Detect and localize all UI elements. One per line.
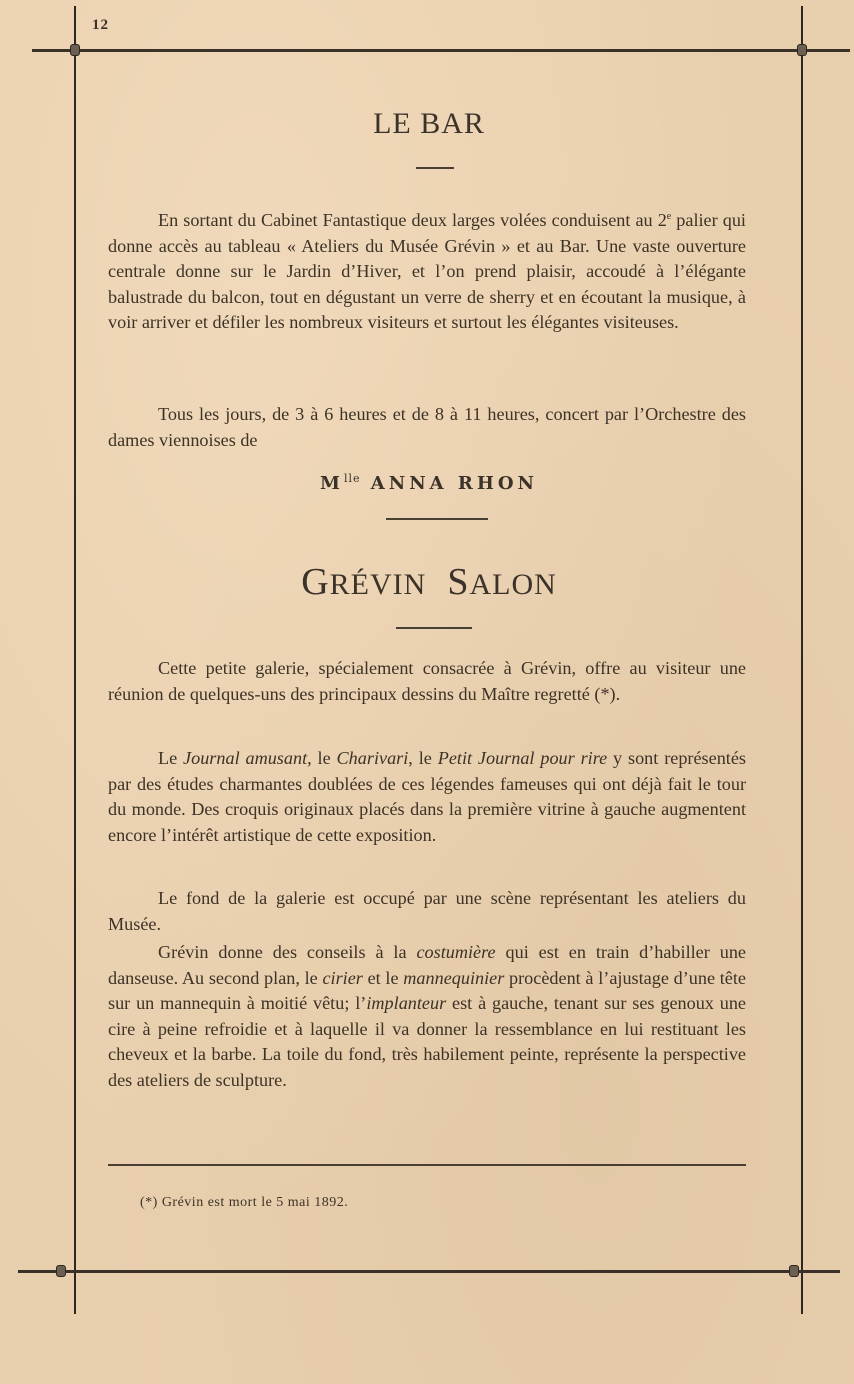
- paragraph: En sortant du Cabinet Fantastique deux larges volées conduisent au 2e palier qui donne accès au tableau « Ateliers du Musée Grévin » et au Bar. Une vaste ouverture centrale donne sur le Jardin d’Hiver, et l’on prend plaisir, accoudé à l’élégante balustrade du balcon, tout en dégustant un verre de sherry et en écoutant la musique, à voir arriver et défiler les nombreux visiteurs et surtout les élégantes visiteuses.: [108, 210, 746, 333]
- corner-ornament-icon: [797, 44, 807, 56]
- footnote: (*) Grévin est mort le 5 mai 1892.: [140, 1195, 349, 1210]
- section-title-grevin-salon: GRÉVIN SALON: [301, 561, 557, 603]
- corner-ornament-icon: [70, 44, 80, 56]
- paragraph: Le Journal amusant, le Charivari, le Petit Journal pour rire y sont représentés par des études charmantes doublées de ces légendes fameuses qui ont déjà fait le tour du monde. Des croquis originaux placés dans la première vitrine à gauche augmentent encore l’intérêt artistique de cette exposition.: [108, 748, 746, 845]
- paragraph: Grévin donne des conseils à la costumière qui est en train d’habiller une danseuse. Au second plan, le cirier et le mannequinier procèdent à l’ajustage d’une tête sur un mannequin à moitié vêtu; l’implanteur est à gauche, tenant sur ses genoux une cire à peine refroidie et à laquelle il va donner la ressemblance en lui restituant les cheveux et la barbe. La toile du fond, très habilement peinte, représente la perspective des ateliers de sculpture.: [108, 942, 746, 1090]
- paragraph: Tous les jours, de 3 à 6 heures et de 8 à 11 heures, concert par l’Orchestre des dames viennoises de: [108, 404, 746, 450]
- frame-right-line: [801, 6, 803, 1314]
- section-title-le-bar: LE BAR: [373, 107, 485, 140]
- paragraph: Le fond de la galerie est occupé par une scène représentant les ateliers du Musée.: [108, 888, 746, 934]
- performer-name: $M^{lle}$ ANNA RHON: [320, 472, 538, 494]
- corner-ornament-icon: [789, 1265, 799, 1277]
- page-number: 12: [92, 17, 109, 33]
- footnote-rule: [108, 1164, 746, 1166]
- title-rule: [396, 627, 472, 629]
- corner-ornament-icon: [56, 1265, 66, 1277]
- section-divider: [386, 518, 488, 520]
- paragraph: Cette petite galerie, spécialement consacrée à Grévin, offre au visiteur une réunion de quelques-uns des principaux dessins du Maître regretté (*).: [108, 658, 746, 704]
- frame-left-line: [74, 6, 76, 1314]
- frame-top-line: [32, 49, 850, 52]
- title-rule: [416, 167, 454, 169]
- frame-bottom-line: [18, 1270, 840, 1273]
